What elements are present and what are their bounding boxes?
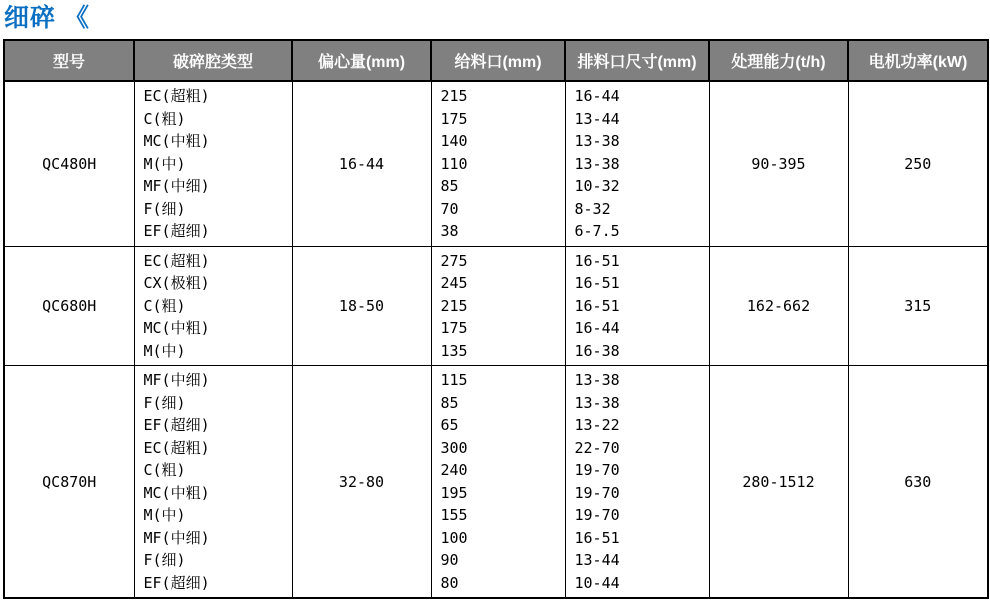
capacity-cell: 280-1512 <box>709 366 848 599</box>
discharge-size-value: 13-38 <box>574 132 620 150</box>
feed-opening-value: 135 <box>440 341 468 360</box>
discharge-size-value: 16-51 <box>574 528 620 547</box>
motor-power-cell: 630 <box>848 366 988 599</box>
chamber-type-value: MC(中粗) <box>143 132 210 150</box>
chamber-type-value: EF(超细) <box>143 573 210 592</box>
column-header-2: 偏心量(mm) <box>292 40 431 81</box>
feed-opening-value: 175 <box>440 319 468 337</box>
discharge-size-value: 8-32 <box>574 199 611 218</box>
discharge-size-value: 13-44 <box>574 551 620 569</box>
discharge-size-value: 13-44 <box>574 109 620 128</box>
model-cell: QC870H <box>4 366 134 599</box>
chamber-type-value: MC(中粗) <box>143 483 210 502</box>
discharge-size-value: 16-51 <box>574 296 620 315</box>
feed-opening-value: 110 <box>440 154 468 173</box>
discharge-size-value: 10-44 <box>574 573 620 592</box>
feed-opening-value: 155 <box>440 506 468 524</box>
chamber-type-value: F(细) <box>143 393 186 412</box>
chamber-type-value: MF(中细) <box>143 528 210 547</box>
discharge-size-value: 13-38 <box>574 371 620 389</box>
discharge-size-value: 16-44 <box>574 87 620 105</box>
discharge-size-value: 13-38 <box>574 154 620 173</box>
chamber-type-value: MF(中细) <box>143 371 210 389</box>
chamber-type-value: F(细) <box>143 199 186 218</box>
feed-opening-cell <box>431 81 565 246</box>
chamber-type-value: C(粗) <box>143 461 186 479</box>
eccentric-throw-cell: 18-50 <box>292 246 431 366</box>
feed-opening-value: 85 <box>440 177 459 195</box>
feed-opening-value: 175 <box>440 109 468 128</box>
feed-opening-value: 195 <box>440 483 468 502</box>
table-row-QC680H <box>4 246 988 366</box>
chamber-type-value: EF(超细) <box>143 222 210 240</box>
chamber-type-value: EC(超粗) <box>143 87 210 105</box>
section-title-link[interactable]: 细碎 《 <box>4 4 90 32</box>
crusher-spec-table <box>3 39 989 599</box>
chamber-type-value: F(细) <box>143 551 186 569</box>
chamber-type-value: M(中) <box>143 154 186 173</box>
feed-opening-value: 115 <box>440 371 468 389</box>
discharge-size-value: 6-7.5 <box>574 222 620 240</box>
feed-opening-value: 240 <box>440 461 468 479</box>
chamber-type-value: MF(中细) <box>143 177 210 195</box>
discharge-size-value: 22-70 <box>574 438 620 457</box>
feed-opening-value: 275 <box>440 251 468 270</box>
feed-opening-value: 140 <box>440 132 468 150</box>
chamber-type-value: CX(极粗) <box>143 274 210 292</box>
column-header-5: 处理能力(t/h) <box>709 40 848 81</box>
motor-power-cell: 250 <box>848 81 988 246</box>
chamber-type-value: M(中) <box>143 506 186 524</box>
table-row-QC480H <box>4 81 988 246</box>
chamber-type-cell <box>134 366 292 599</box>
discharge-size-value: 16-51 <box>574 274 620 292</box>
eccentric-throw-cell: 16-44 <box>292 81 431 246</box>
discharge-size-value: 16-44 <box>574 319 620 337</box>
feed-opening-value: 215 <box>440 87 468 105</box>
discharge-size-value: 16-38 <box>574 341 620 360</box>
model-cell: QC680H <box>4 246 134 366</box>
table-row-QC870H <box>4 366 988 599</box>
chamber-type-value: C(粗) <box>143 296 186 315</box>
discharge-size-value: 10-32 <box>574 177 620 195</box>
column-header-6: 电机功率(kW) <box>848 40 988 81</box>
column-header-0: 型号 <box>4 40 134 81</box>
chamber-type-value: EC(超粗) <box>143 251 210 270</box>
motor-power-cell: 315 <box>848 246 988 366</box>
discharge-size-value: 13-38 <box>574 393 620 412</box>
chamber-type-value: EC(超粗) <box>143 438 210 457</box>
feed-opening-cell <box>431 366 565 599</box>
feed-opening-value: 90 <box>440 551 459 569</box>
feed-opening-value: 80 <box>440 573 459 592</box>
discharge-size-cell <box>565 81 709 246</box>
capacity-cell: 162-662 <box>709 246 848 366</box>
feed-opening-value: 38 <box>440 222 459 240</box>
feed-opening-value: 215 <box>440 296 468 315</box>
discharge-size-value: 13-22 <box>574 416 620 434</box>
discharge-size-value: 16-51 <box>574 251 620 270</box>
discharge-size-value: 19-70 <box>574 461 620 479</box>
capacity-cell: 90-395 <box>709 81 848 246</box>
discharge-size-value: 19-70 <box>574 506 620 524</box>
model-cell: QC480H <box>4 81 134 246</box>
chamber-type-value: EF(超细) <box>143 416 210 434</box>
column-header-3: 给料口(mm) <box>431 40 565 81</box>
column-header-4: 排料口尺寸(mm) <box>565 40 709 81</box>
feed-opening-value: 65 <box>440 416 459 434</box>
chamber-type-value: MC(中粗) <box>143 319 210 337</box>
feed-opening-value: 85 <box>440 393 459 412</box>
chamber-type-value: M(中) <box>143 341 186 360</box>
chamber-type-cell <box>134 246 292 366</box>
feed-opening-value: 245 <box>440 274 468 292</box>
header-row <box>4 40 988 81</box>
discharge-size-cell <box>565 246 709 366</box>
discharge-size-value: 19-70 <box>574 483 620 502</box>
chamber-type-value: C(粗) <box>143 109 186 128</box>
feed-opening-value: 100 <box>440 528 468 547</box>
feed-opening-value: 300 <box>440 438 468 457</box>
feed-opening-cell <box>431 246 565 366</box>
feed-opening-value: 70 <box>440 199 459 218</box>
column-header-1: 破碎腔类型 <box>134 40 292 81</box>
discharge-size-cell <box>565 366 709 599</box>
chamber-type-cell <box>134 81 292 246</box>
eccentric-throw-cell: 32-80 <box>292 366 431 599</box>
